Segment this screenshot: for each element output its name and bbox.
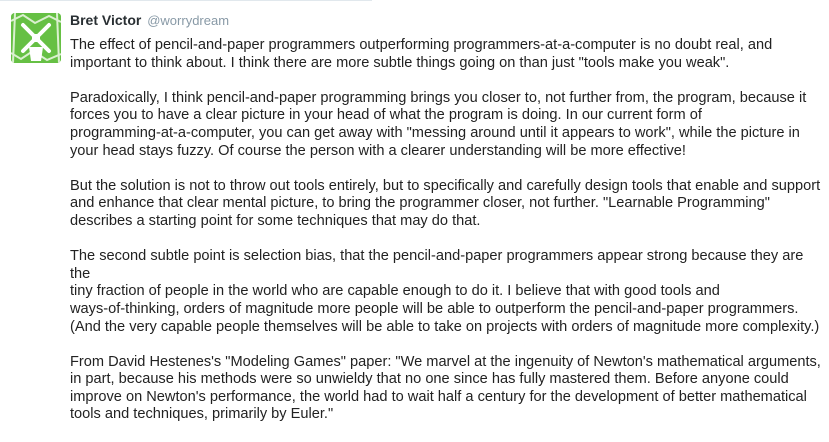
avatar[interactable] <box>11 13 61 63</box>
paragraph-4: The second subtle point is selection bias, that the pencil-and-paper programmers appear strong because they are the tiny fraction of people in the world who are capable enough to do it. I believe that with good tools and ways-of-thinking, orders of magnitude more people will be able to outperform the pencil-and-paper programmers. (And the very capable people themselves will be able to take on projects with orders of magnitude more complexity.) <box>70 248 820 335</box>
tweet-header <box>70 11 229 30</box>
author-name[interactable]: Bret Victor <box>70 12 142 28</box>
paragraph-1: The effect of pencil-and-paper programmers outperforming programmers-at-a-computer is no doubt real, and important to think about. I think there are more subtle things going on than just "tools make you weak". <box>70 37 773 71</box>
top-divider <box>0 0 372 1</box>
windmill-icon <box>11 13 61 63</box>
paragraph-2: Paradoxically, I think pencil-and-paper programming brings you closer to, not further from, the program, because it forces you to have a clear picture in your head of what the program is doing. In our current form of programming-at-a-computer, you can get away with "messing around until it appears to work", while the picture in your head stays fuzzy. Of course the person with a clearer understanding will be more effective! <box>70 89 807 159</box>
tweet-body <box>70 37 822 442</box>
paragraph-3: But the solution is not to throw out tools entirely, but to specifically and carefully design tools that enable and support and enhance that clear mental picture, to bring the programmer closer, not further. "Learnable Programming" describes a starting point for some techniques that may do that. <box>70 177 821 229</box>
paragraph-5: From David Hestenes's "Modeling Games" paper: "We marvel at the ingenuity of Newton's mathematical arguments, in part, because his methods were so unwieldy that no one since has fully mastered them. Before anyone could improve on Newton's performance, the world had to wait half a century for the development of better mathematical tools and techniques, primarily by Euler." <box>70 353 821 423</box>
author-handle[interactable]: @worrydream <box>147 13 230 28</box>
